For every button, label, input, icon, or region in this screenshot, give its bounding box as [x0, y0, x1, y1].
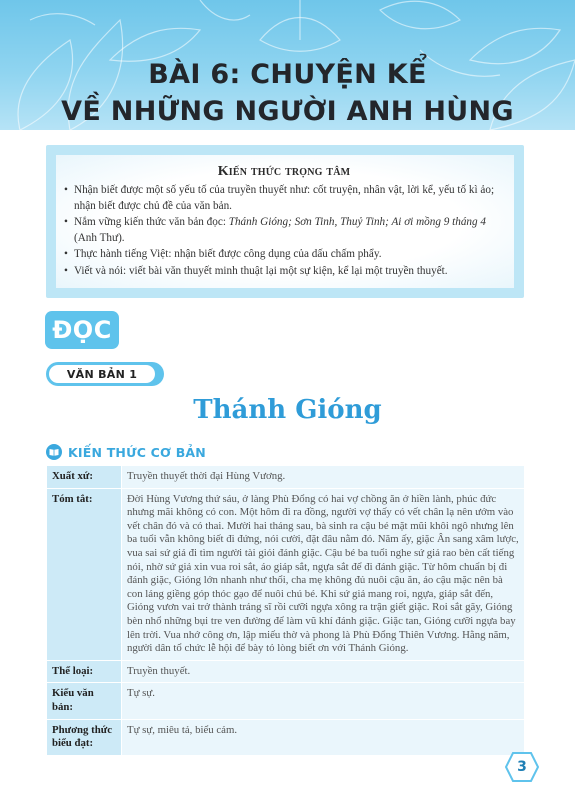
table-row-value: Truyền thuyết thời đại Hùng Vương.	[122, 466, 525, 489]
key-knowledge-content	[56, 155, 514, 288]
chapter-banner	[0, 0, 575, 130]
table-row-label: Tóm tắt:	[47, 488, 122, 660]
page-number: 3	[517, 759, 527, 775]
key-knowledge-item	[64, 247, 504, 263]
key-knowledge-item-prefix: Nắm vững kiến thức văn bản đọc:	[74, 216, 229, 228]
table-row-label: Thể loại:	[47, 660, 122, 683]
chapter-title-line2: VỀ NHỮNG NGƯỜI ANH HÙNG	[61, 96, 514, 127]
key-knowledge-item	[64, 215, 504, 246]
table-row	[47, 683, 525, 719]
table-row	[47, 660, 525, 683]
table-row-value: Truyền thuyết.	[122, 660, 525, 683]
section-heading	[46, 443, 206, 461]
key-knowledge-item-titles: Thánh Gióng; Sơn Tinh, Thuỷ Tinh; Ai ơi mồng 9 tháng 4	[228, 216, 486, 228]
table-row	[47, 466, 525, 489]
key-knowledge-item-text: Nhận biết được một số yếu tố của truyền thuyết như: cốt truyện, nhân vật, lời kể, yếu tố kì ảo; nhận biết được chủ đề của văn bản.	[74, 184, 495, 212]
book-icon	[46, 444, 62, 460]
key-knowledge-list	[64, 183, 504, 279]
chapter-title-line1: BÀI 6: CHUYỆN KỂ	[148, 59, 427, 90]
key-knowledge-item	[64, 183, 504, 214]
key-knowledge-title-text: Kiến thức trọng tâm	[217, 164, 351, 179]
table-row-label: Phương thức biểu đạt:	[47, 719, 122, 755]
key-knowledge-item-text: Thực hành tiếng Việt: nhận biết được công dụng của dấu chấm phẩy.	[74, 248, 382, 260]
key-knowledge-item	[64, 264, 504, 280]
reading-section-badge: ĐỌC	[45, 311, 119, 349]
table-row-label: Kiểu văn bản:	[47, 683, 122, 719]
key-knowledge-panel	[46, 145, 524, 298]
key-knowledge-title	[64, 164, 504, 180]
table-row	[47, 488, 525, 660]
text-number-label-text: VĂN BẢN 1	[49, 365, 155, 383]
text-number-label	[46, 362, 164, 386]
table-row	[47, 719, 525, 755]
chapter-title	[0, 56, 575, 130]
key-knowledge-item-suffix: (Anh Thư).	[74, 231, 125, 244]
key-knowledge-item-text: Viết và nói: viết bài văn thuyết minh thuật lại một sự kiện, kể lại một truyền thuyết.	[74, 264, 448, 277]
basic-knowledge-table	[46, 465, 525, 756]
table-row-value: Tự sự, miêu tả, biểu cảm.	[122, 719, 525, 755]
table-row-value: Đời Hùng Vương thứ sáu, ở làng Phù Đổng có hai vợ chồng ăn ở hiền lành, phúc đức nhưng mãi không có con. Một hôm đi ra đồng, người vợ thấy có vết chân lạ nên ướm vào vết chân đó và có thai. Mười hai tháng sau, bà sinh ra cậu bé mặt mũi khôi ngô nhưng lên ba tuổi vẫn không biết đi đứng, nói cười, đặt đâu nằm đó. Năm ấy, giặc Ân sang xâm lược, vua sai sứ giả đi tìm người tài giỏi đánh giặc. Cậu bé ba tuổi nghe sứ giả rao bèn cất tiếng nói, nhờ sứ giả xin vua roi sắt, áo giáp sắt, ngựa sắt để đi đánh giặc. Từ hôm chuẩn bị đi đánh giặc, Gióng lớn nhanh như thổi, cha mẹ không đủ nuôi cậu ăn, áo cậu mặc nên bà con láng giềng góp thóc gạo để nuôi chú bé. Khi sứ giả mang roi, ngựa, giáp sắt đến, Gióng vươn vai trở thành tráng sĩ rồi cưỡi ngựa xông ra trận giết giặc. Roi sắt gãy, Gióng bèn nhổ những bụi tre ven đường để làm vũ khí đánh giặc. Giặc tan, Gióng cưỡi ngựa bay lên trời. Vua nhớ công ơn, lập miếu thờ và phong là Phù Đổng Thiên Vương. Hằng năm, người dân tổ chức lễ hội để bày tỏ lòng biết ơn với Thánh Gióng.	[122, 488, 525, 660]
section-heading-label: KIẾN THỨC CƠ BẢN	[68, 444, 206, 460]
table-row-value: Tự sự.	[122, 683, 525, 719]
table-row-label: Xuất xứ:	[47, 466, 122, 489]
text-title: Thánh Gióng	[193, 395, 382, 425]
page-number-badge	[505, 752, 539, 782]
